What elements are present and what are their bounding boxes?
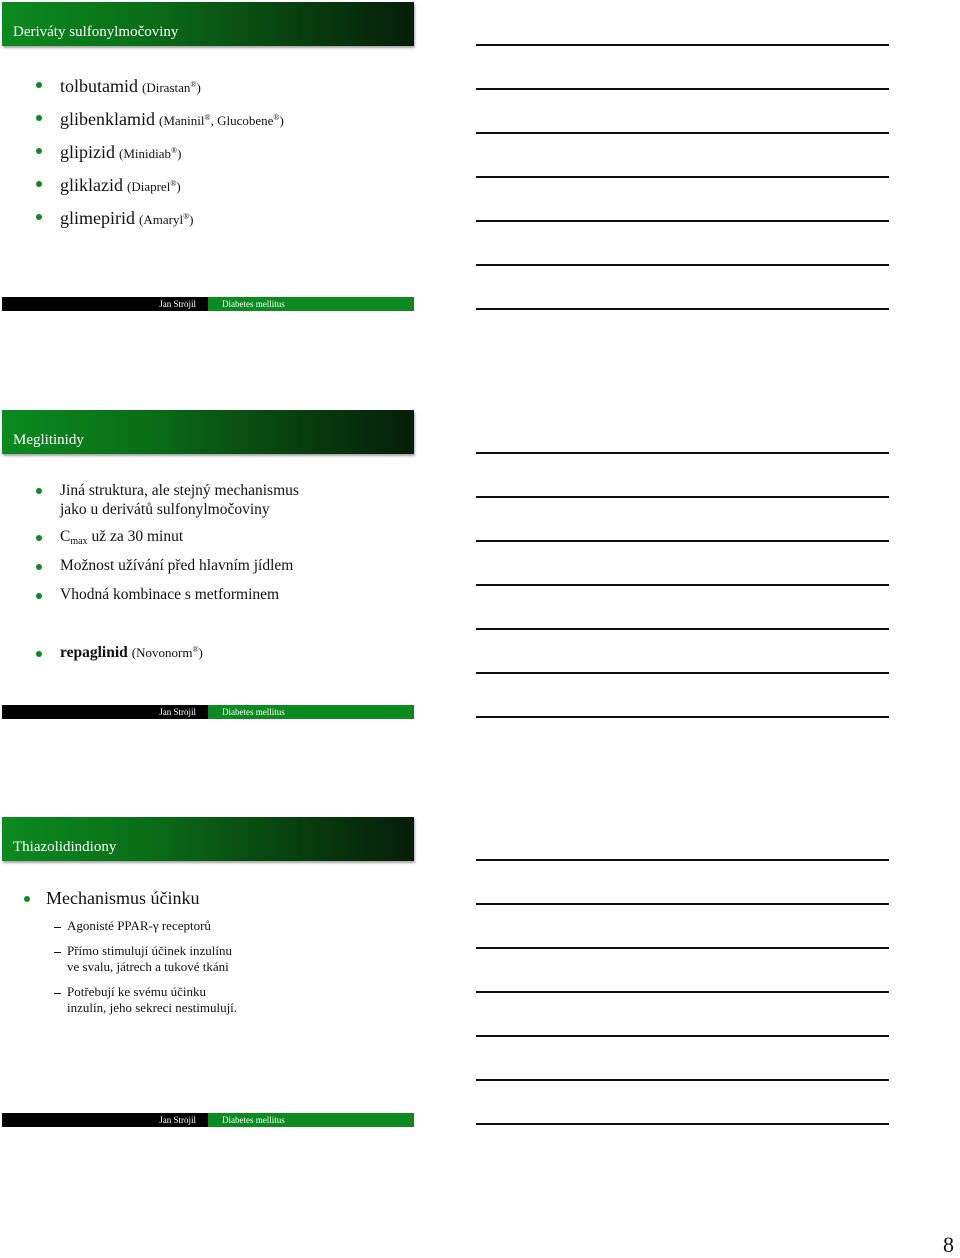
note-line bbox=[476, 44, 889, 46]
bullet-icon bbox=[36, 181, 42, 187]
footer-author: Jan Strojil bbox=[2, 297, 208, 311]
brand-name: Novonorm bbox=[136, 645, 193, 660]
slide-sulfonylurea: Deriváty sulfonylmočoviny tolbutamid (Dirastan®) glibenklamid (Maninil®, Glucobene®) glipizid (Minidiab®) gliklazid (Diaprel®) glimepirid (Amaryl®) Jan Strojil Diabetes mellitus bbox=[2, 2, 414, 312]
bullet-icon bbox=[36, 535, 42, 541]
footer-topic: Diabetes mellitus bbox=[208, 1113, 414, 1127]
slide-title: Deriváty sulfonylmočoviny bbox=[13, 24, 179, 40]
bullet-icon bbox=[36, 593, 42, 599]
registered-icon: ® bbox=[171, 146, 178, 155]
brand-name: Glucobene bbox=[217, 113, 274, 128]
slide-footer bbox=[2, 705, 414, 719]
brand-name: Amaryl bbox=[143, 212, 184, 227]
bullet-icon bbox=[36, 82, 42, 88]
page-number: 8 bbox=[943, 1232, 954, 1257]
drug-name: glimepirid bbox=[60, 208, 135, 228]
footer-topic: Diabetes mellitus bbox=[208, 705, 414, 719]
slide-meglitinides: Meglitinidy Jiná struktura, ale stejný mechanismus jako u derivátů sulfonylmočoviny $C_{max}$ už za 30 minut Možnost užívání před hlavním jídlem Vhodná kombinace s metforminem repaglinid (Novonorm®) Jan Strojil Diabetes mellitus bbox=[2, 410, 414, 720]
note-line bbox=[476, 991, 889, 993]
footer-author: Jan Strojil bbox=[2, 1113, 208, 1127]
bullet-icon bbox=[36, 148, 42, 154]
slide-title-bar bbox=[2, 410, 414, 454]
bullet-icon bbox=[24, 896, 30, 902]
registered-icon: ® bbox=[273, 113, 280, 122]
bullet-icon bbox=[36, 115, 42, 121]
registered-icon: ® bbox=[192, 645, 199, 654]
note-line bbox=[476, 176, 889, 178]
note-line bbox=[476, 1123, 889, 1125]
slide-thiazolidinediones: Thiazolidindiony Mechanismus účinku Agonisté PPAR-γ receptorů Přímo stimulují účinek inzulínu ve svalu, játrech a tukové tkáni Potřebují ke svému účinku inzulín, jeho sekreci nestimulují. Jan Strojil Diabetes mellitus bbox=[2, 817, 414, 1129]
dash-icon bbox=[54, 927, 61, 928]
brand-name: Minidiab bbox=[123, 146, 172, 161]
drug-name: repaglinid bbox=[60, 644, 128, 661]
brand-name: Dirastan bbox=[146, 80, 191, 95]
note-line bbox=[476, 1079, 889, 1081]
footer-topic: Diabetes mellitus bbox=[208, 297, 414, 311]
registered-icon: ® bbox=[183, 212, 190, 221]
bullet-icon bbox=[36, 488, 42, 494]
slide-footer bbox=[2, 1113, 414, 1127]
note-line bbox=[476, 1035, 889, 1037]
note-line bbox=[476, 308, 889, 310]
drug-name: glibenklamid bbox=[60, 109, 155, 129]
drug-name: tolbutamid bbox=[60, 76, 138, 96]
footer-author: Jan Strojil bbox=[2, 705, 208, 719]
slide-footer bbox=[2, 297, 414, 311]
registered-icon: ® bbox=[204, 113, 211, 122]
note-line bbox=[476, 88, 889, 90]
note-line bbox=[476, 716, 889, 718]
note-line bbox=[476, 903, 889, 905]
note-line bbox=[476, 132, 889, 134]
note-line bbox=[476, 264, 889, 266]
slide-title: Meglitinidy bbox=[13, 432, 84, 448]
slide-title-bar bbox=[2, 2, 414, 46]
dash-icon bbox=[54, 993, 61, 994]
note-line bbox=[476, 496, 889, 498]
drug-name: glipizid bbox=[60, 142, 115, 162]
note-line bbox=[476, 220, 889, 222]
note-line bbox=[476, 452, 889, 454]
brand-name: Diaprel bbox=[131, 179, 171, 194]
note-line bbox=[476, 859, 889, 861]
note-line bbox=[476, 628, 889, 630]
dash-icon bbox=[54, 952, 61, 953]
note-line bbox=[476, 672, 889, 674]
note-line bbox=[476, 947, 889, 949]
brand-name: Maninil bbox=[163, 113, 205, 128]
slide-title: Thiazolidindiony bbox=[13, 839, 117, 855]
bullet-icon bbox=[36, 651, 42, 657]
bullet-icon bbox=[36, 564, 42, 570]
drug-name: gliklazid bbox=[60, 175, 123, 195]
registered-icon: ® bbox=[170, 179, 177, 188]
bullet-icon bbox=[36, 214, 42, 220]
slide-title-bar bbox=[2, 817, 414, 861]
note-line bbox=[476, 584, 889, 586]
registered-icon: ® bbox=[190, 80, 197, 89]
note-line bbox=[476, 540, 889, 542]
